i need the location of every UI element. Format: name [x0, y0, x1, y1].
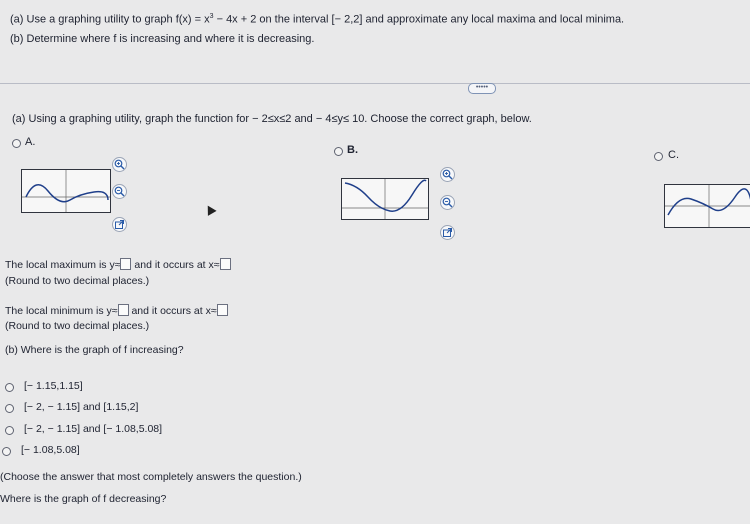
zoom-in-icon[interactable]: [112, 157, 127, 172]
local-max-x-input[interactable]: [220, 258, 231, 270]
local-max-middle: and it occurs at x≈: [134, 259, 220, 271]
decreasing-question: Where is the graph of f decreasing?: [0, 493, 167, 505]
increasing-option-3-radio[interactable]: [5, 426, 14, 435]
more-button[interactable]: •••••: [468, 83, 496, 94]
graph-option-c[interactable]: [664, 184, 750, 228]
option-b-label: B.: [347, 144, 358, 156]
question-part-b: (b) Determine where f is increasing and where it is decreasing.: [10, 33, 315, 45]
increasing-option-1[interactable]: [− 1.15,1.15]: [24, 380, 83, 392]
graph-option-a[interactable]: [21, 169, 111, 213]
increasing-option-1-radio[interactable]: [5, 383, 14, 392]
local-min-line: [5, 304, 228, 317]
zoom-out-icon[interactable]: [112, 184, 127, 199]
increasing-option-3[interactable]: [− 2, − 1.15] and [− 1.08,5.08]: [24, 423, 163, 435]
expand-icon[interactable]: [112, 217, 127, 232]
increasing-option-2[interactable]: [− 2, − 1.15] and [1.15,2]: [24, 401, 139, 413]
option-a-radio[interactable]: [12, 139, 21, 148]
increasing-option-4-radio[interactable]: [2, 447, 11, 456]
local-min-x-input[interactable]: [217, 304, 228, 316]
question-part-a-prefix: (a) Use a graphing utility to graph f(x) = x: [10, 13, 210, 26]
option-c-radio[interactable]: [654, 152, 663, 161]
local-min-y-input[interactable]: [118, 304, 129, 316]
answer-instruction: (Choose the answer that most completely answers the question.): [0, 471, 302, 483]
mouse-cursor-icon: [203, 203, 216, 216]
local-max-y-input[interactable]: [120, 258, 131, 270]
local-max-line: [5, 258, 231, 271]
question-part-a: [10, 13, 624, 26]
local-min-middle: and it occurs at x≈: [131, 305, 217, 317]
local-min-note: (Round to two decimal places.): [5, 320, 150, 332]
increasing-option-4[interactable]: [− 1.08,5.08]: [21, 444, 80, 456]
local-max-note: (Round to two decimal places.): [5, 275, 150, 287]
increasing-question: (b) Where is the graph of f increasing?: [5, 344, 184, 356]
divider: [0, 83, 750, 84]
increasing-option-2-radio[interactable]: [5, 404, 14, 413]
option-b-radio[interactable]: [334, 147, 343, 156]
expand-icon[interactable]: [440, 225, 455, 240]
option-a-label: A.: [25, 136, 36, 148]
zoom-in-icon[interactable]: [440, 167, 455, 182]
graph-option-b[interactable]: [341, 178, 429, 220]
zoom-out-icon[interactable]: [440, 195, 455, 210]
part-a-instruction: (a) Using a graphing utility, graph the function for − 2≤x≤2 and − 4≤y≤ 10. Choose the correct graph, below.: [12, 113, 532, 125]
exponent: 3: [209, 13, 214, 20]
local-min-prefix: The local minimum is y≈: [5, 305, 118, 317]
question-part-a-suffix: − 4x + 2 on the interval [− 2,2] and approximate any local maxima and local minima.: [213, 13, 625, 26]
local-max-prefix: The local maximum is y≈: [5, 259, 121, 271]
option-c-label: C.: [668, 149, 679, 161]
